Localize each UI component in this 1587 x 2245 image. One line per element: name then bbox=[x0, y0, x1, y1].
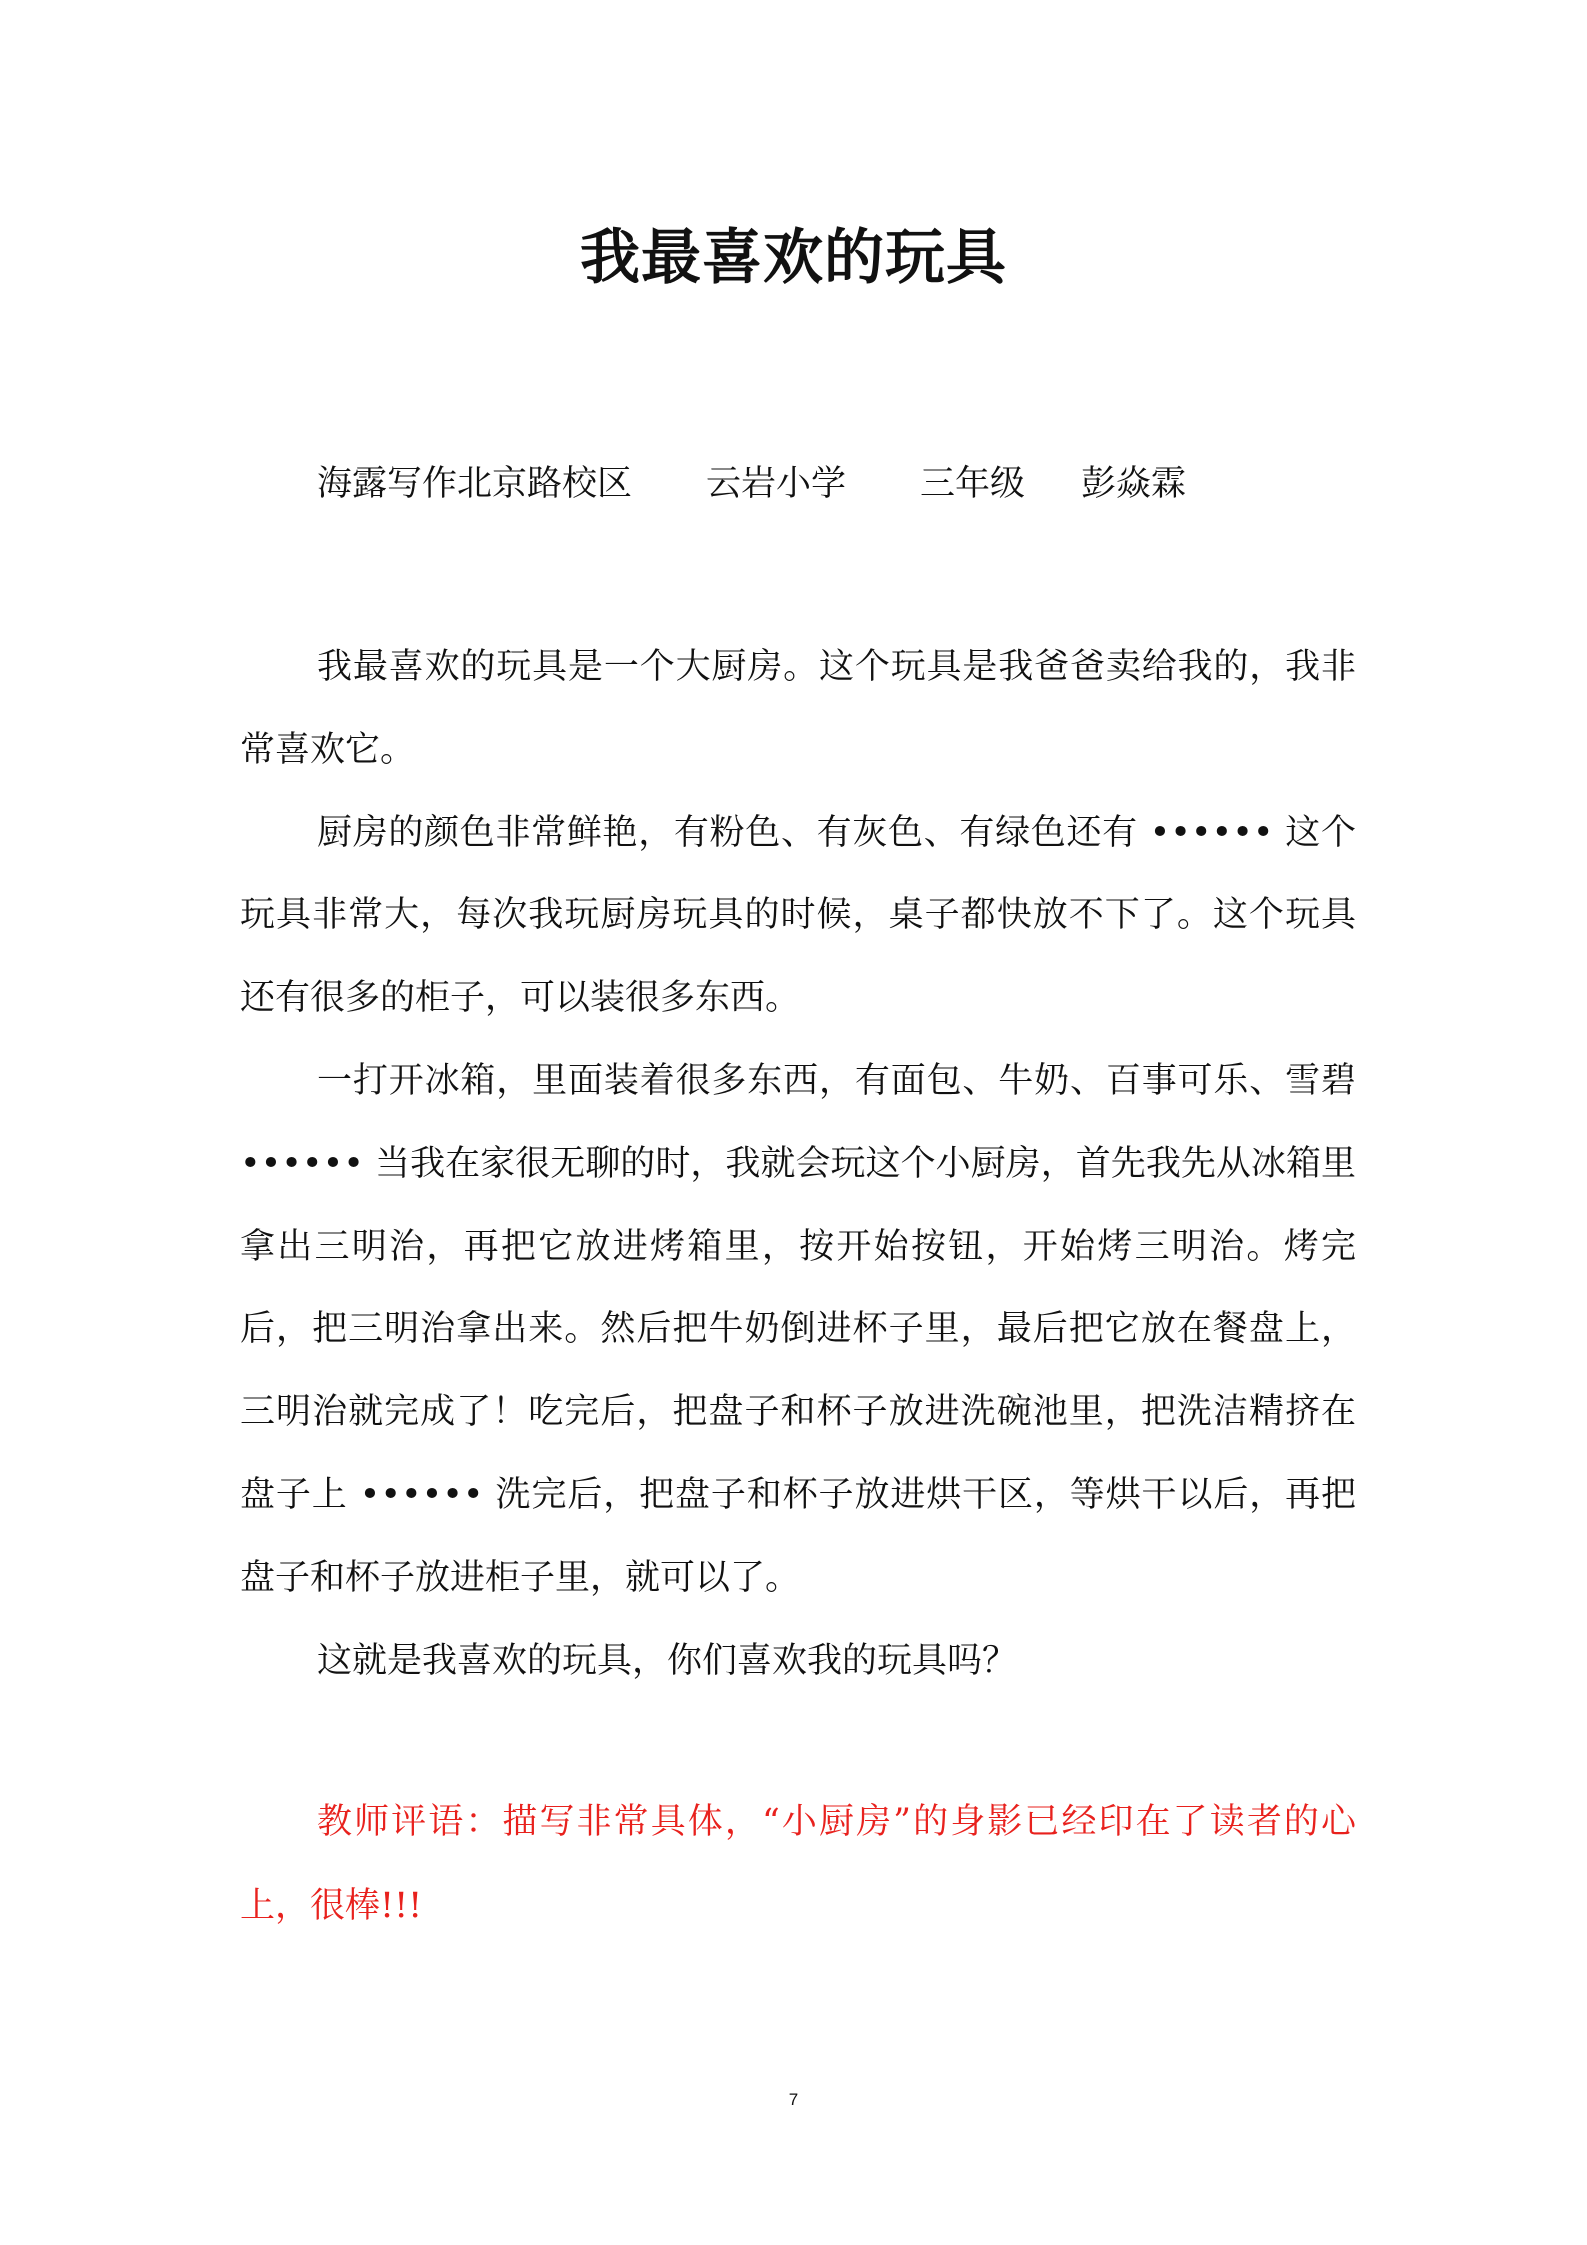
essay-body bbox=[240, 626, 1356, 1702]
byline-school: 云岩小学 bbox=[706, 464, 847, 504]
paragraph: 一打开冰箱，里面装着很多东西，有面包、牛奶、百事可乐、雪碧 •••••• 当我在家很无聊的时，我就会玩这个小厨房，首先我先从冰箱里拿出三明治，再把它放进烤箱里，按开始按钮，开始烤三明治。烤完后，把三明治拿出来。然后把牛奶倒进杯子里，最后把它放在餐盘上，三明治就完成了！吃完后，把盘子和杯子放进洗碗池里，把洗洁精挤在盘子上 •••••• 洗完后，把盘子和杯子放进烘干区，等烘干以后，再把盘子和杯子放进柜子里，就可以了。 bbox=[240, 1060, 1356, 1598]
teacher-comment: 教师评语：描写非常具体，“小厨房”的身影已经印在了读者的心上，很棒!!! bbox=[240, 1802, 1356, 1926]
byline-grade: 三年级 bbox=[920, 464, 1026, 504]
paragraph: 厨房的颜色非常鲜艳，有粉色、有灰色、有绿色还有 •••••• 这个玩具非常大，每次我玩厨房玩具的时候，桌子都快放不下了。这个玩具还有很多的柜子，可以装很多东西。 bbox=[240, 812, 1356, 1019]
paragraph: 我最喜欢的玩具是一个大厨房。这个玩具是我爸爸卖给我的，我非常喜欢它。 bbox=[240, 647, 1356, 770]
author-byline bbox=[317, 458, 1186, 510]
byline-author: 彭焱霖 bbox=[1081, 464, 1187, 504]
page-number: 7 bbox=[788, 2090, 799, 2109]
document-title: 我最喜欢的玩具 bbox=[580, 223, 1007, 293]
byline-campus: 海露写作北京路校区 bbox=[317, 464, 633, 504]
paragraph: 这就是我喜欢的玩具，你们喜欢我的玩具吗？ bbox=[317, 1640, 1018, 1681]
